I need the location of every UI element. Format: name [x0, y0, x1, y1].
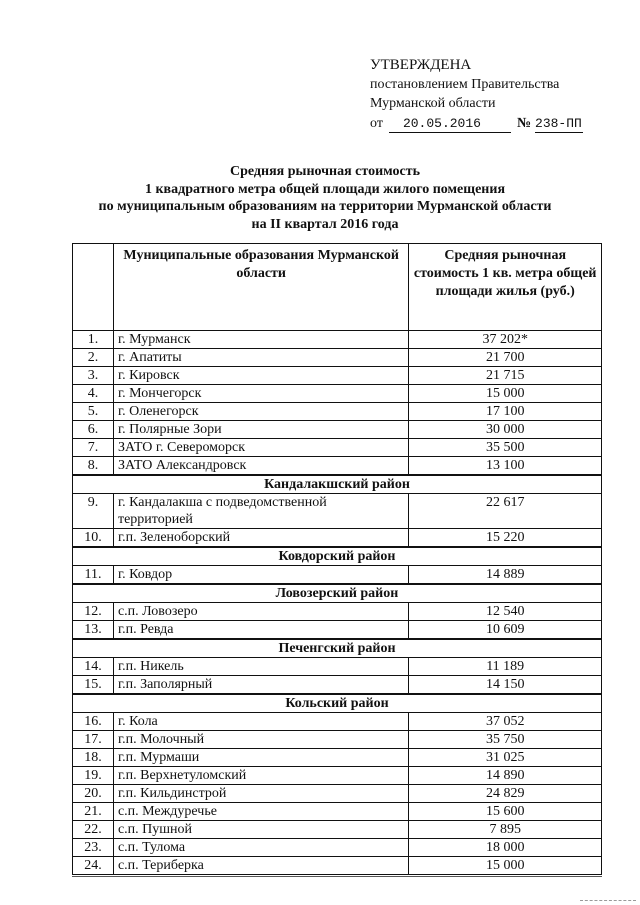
table-row [73, 457, 602, 476]
heading-line-2: 1 квадратного метра общей площади жилого помещения [144, 181, 506, 197]
municipality-name: г. Оленегорск [113, 403, 408, 421]
municipality-name: г. Ковдор [113, 566, 408, 585]
row-number: 16. [73, 713, 114, 731]
row-number: 11. [73, 566, 114, 585]
municipality-name: г.п. Никель [113, 658, 408, 676]
table-row [73, 403, 602, 421]
price-value: 10 609 [409, 621, 602, 640]
header-value: Средняя рыночная стоимость 1 кв. метра общей площади жилья (руб.) [409, 244, 602, 331]
price-value: 15 000 [409, 385, 602, 403]
row-number: 1. [73, 331, 114, 349]
table-row [73, 367, 602, 385]
from-label: от [370, 116, 383, 131]
table-row [73, 785, 602, 803]
section-row [73, 584, 602, 603]
municipality-name: г.п. Зеленоборский [113, 529, 408, 548]
municipality-name: г. Кандалакша с подведомственной территорией [113, 494, 408, 529]
table-row [73, 767, 602, 785]
municipality-name: г. Мончегорск [113, 385, 408, 403]
price-value: 11 189 [409, 658, 602, 676]
section-title: Ловозерский район [73, 584, 602, 603]
table-row [73, 658, 602, 676]
table-row [73, 803, 602, 821]
price-value: 14 889 [409, 566, 602, 585]
row-number: 9. [73, 494, 114, 529]
table-row [73, 331, 602, 349]
municipality-name: с.п. Ловозеро [113, 603, 408, 621]
heading-line-1: Средняя рыночная стоимость [230, 164, 420, 179]
municipality-name: г. Мурманск [113, 331, 408, 349]
price-value: 15 220 [409, 529, 602, 548]
row-number: 19. [73, 767, 114, 785]
approval-block [370, 56, 620, 133]
municipality-name: г.п. Мурмаши [113, 749, 408, 767]
approval-date-line [370, 114, 620, 133]
municipality-name: г.п. Заполярный [113, 676, 408, 695]
table-header-row [73, 244, 602, 331]
municipality-name: г. Апатиты [113, 349, 408, 367]
section-row [73, 547, 602, 566]
approval-line-2: Мурманской области [370, 96, 496, 111]
header-municipality: Муниципальные образования Мурманской области [113, 244, 408, 331]
municipality-name: с.п. Междуречье [113, 803, 408, 821]
row-number: 21. [73, 803, 114, 821]
price-value: 30 000 [409, 421, 602, 439]
municipality-name: г.п. Ревда [113, 621, 408, 640]
row-number: 10. [73, 529, 114, 548]
table-row [73, 566, 602, 585]
municipality-name: г. Полярные Зори [113, 421, 408, 439]
section-row [73, 475, 602, 494]
section-title: Кандалакшский район [73, 475, 602, 494]
approval-number: 238-ПП [535, 116, 582, 131]
price-value: 35 750 [409, 731, 602, 749]
price-value: 13 100 [409, 457, 602, 476]
table-row [73, 349, 602, 367]
row-number: 23. [73, 839, 114, 857]
table-row [73, 494, 602, 529]
price-value: 15 600 [409, 803, 602, 821]
row-number: 13. [73, 621, 114, 640]
heading-line-3: по муниципальным образованиям на территории Мурманской области [98, 199, 552, 214]
section-title: Печенгский район [73, 639, 602, 658]
table-row [73, 529, 602, 548]
table-row [73, 421, 602, 439]
heading-line-4: на II квартал 2016 года [251, 216, 399, 232]
table-row [73, 713, 602, 731]
price-value: 24 829 [409, 785, 602, 803]
row-number: 4. [73, 385, 114, 403]
price-value: 12 540 [409, 603, 602, 621]
municipality-name: г.п. Кильдинстрой [113, 785, 408, 803]
row-number: 8. [73, 457, 114, 476]
section-title: Ковдорский район [73, 547, 602, 566]
approval-date: 20.05.2016 [389, 116, 511, 133]
municipality-name: г.п. Верхнетуломский [113, 767, 408, 785]
price-value: 14 150 [409, 676, 602, 695]
municipality-name: ЗАТО Александровск [113, 457, 408, 476]
row-number: 20. [73, 785, 114, 803]
table-body [73, 331, 602, 875]
footer-rule [72, 876, 602, 877]
price-value: 15 000 [409, 857, 602, 875]
table-row [73, 749, 602, 767]
price-value: 7 895 [409, 821, 602, 839]
price-value: 37 052 [409, 713, 602, 731]
row-number: 14. [73, 658, 114, 676]
price-value: 21 715 [409, 367, 602, 385]
number-sign: № [516, 116, 532, 131]
section-row [73, 694, 602, 713]
table-row [73, 731, 602, 749]
municipality-name: ЗАТО г. Североморск [113, 439, 408, 457]
price-table [72, 243, 602, 875]
table-row [73, 857, 602, 875]
table-row [73, 385, 602, 403]
municipality-name: с.п. Пушной [113, 821, 408, 839]
table-row [73, 821, 602, 839]
approval-line-1: постановлением Правительства [370, 77, 560, 92]
footer-dashes [580, 900, 636, 903]
row-number: 18. [73, 749, 114, 767]
price-value: 22 617 [409, 494, 602, 529]
section-row [73, 639, 602, 658]
document-heading [60, 163, 590, 233]
price-value: 18 000 [409, 839, 602, 857]
header-number [73, 244, 114, 331]
row-number: 5. [73, 403, 114, 421]
approval-title: УТВЕРЖДЕНА [370, 57, 472, 73]
table-row [73, 676, 602, 695]
row-number: 15. [73, 676, 114, 695]
price-value: 35 500 [409, 439, 602, 457]
row-number: 12. [73, 603, 114, 621]
row-number: 2. [73, 349, 114, 367]
municipality-name: г. Кировск [113, 367, 408, 385]
price-value: 14 890 [409, 767, 602, 785]
section-title: Кольский район [73, 694, 602, 713]
municipality-name: г.п. Молочный [113, 731, 408, 749]
table-row [73, 621, 602, 640]
municipality-name: г. Кола [113, 713, 408, 731]
row-number: 22. [73, 821, 114, 839]
municipality-name: с.п. Териберка [113, 857, 408, 875]
row-number: 6. [73, 421, 114, 439]
table-row [73, 439, 602, 457]
price-value: 37 202* [409, 331, 602, 349]
row-number: 17. [73, 731, 114, 749]
row-number: 3. [73, 367, 114, 385]
table-row [73, 839, 602, 857]
municipality-name: с.п. Тулома [113, 839, 408, 857]
price-value: 21 700 [409, 349, 602, 367]
row-number: 24. [73, 857, 114, 875]
row-number: 7. [73, 439, 114, 457]
table-row [73, 603, 602, 621]
price-value: 31 025 [409, 749, 602, 767]
price-value: 17 100 [409, 403, 602, 421]
